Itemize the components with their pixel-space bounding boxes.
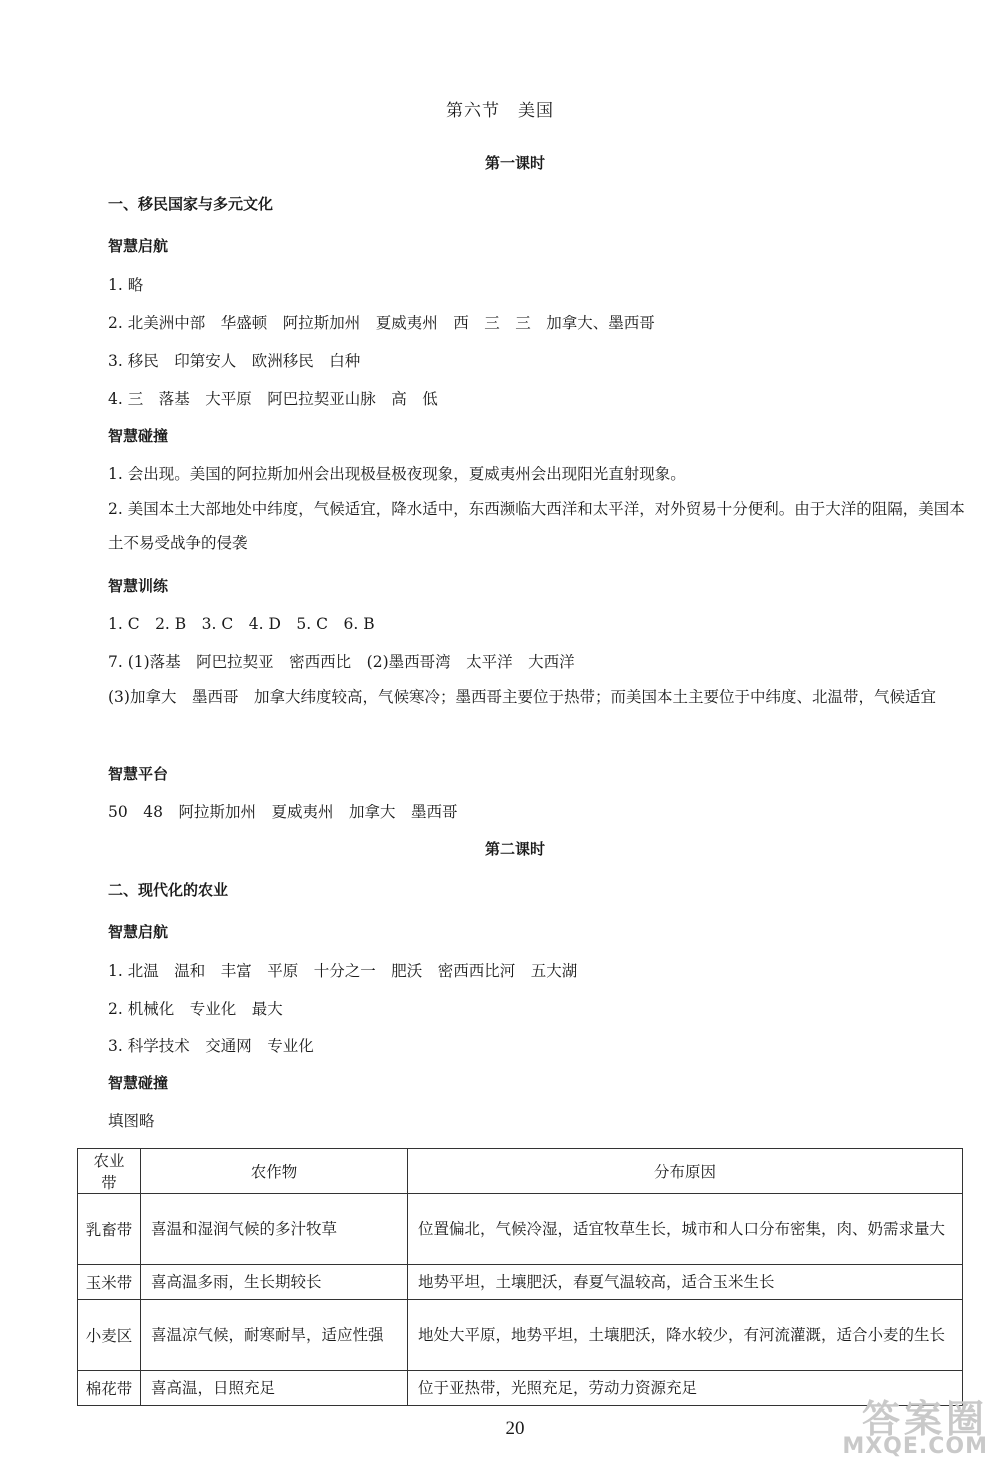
answer-line: 3. 科学技术 交通网 专业化 [108,1037,314,1055]
watermark [818,1386,994,1464]
table-cell: 乳畜带 [78,1194,141,1265]
table-row [78,1265,963,1300]
table-cell: 地处大平原，地势平坦，土壤肥沃，降水较少，有河流灌溉，适合小麦的生长 [408,1300,963,1371]
answer-line: 4. 三 落基 大平原 阿巴拉契亚山脉 高 低 [108,390,438,408]
agriculture-belt-table [77,1148,963,1406]
table-cell: 小麦区 [78,1300,141,1371]
answer-line: 1. 会出现。美国的阿拉斯加州会出现极昼极夜现象，夏威夷州会出现阳光直射现象。 [108,465,686,483]
answer-line: 填图略 [108,1112,155,1130]
subheading-platform: 智慧平台 [108,765,169,783]
lesson-heading-2: 第二课时 [484,840,545,858]
section-heading-2: 二、现代化的农业 [108,881,229,899]
table-cell: 棉花带 [78,1371,141,1406]
answer-line: 3. 移民 印第安人 欧洲移民 白种 [108,352,361,370]
table-cell: 喜高温，日照充足 [141,1371,408,1406]
table-cell: 位置偏北，气候冷湿，适宜牧草生长，城市和人口分布密集，肉、奶需求量大 [408,1194,963,1265]
table-header: 分布原因 [408,1149,963,1194]
page-number: 20 [505,1418,525,1439]
subheading-launch-2: 智慧启航 [108,923,169,941]
subheading-launch-1: 智慧启航 [108,237,169,255]
lesson-heading-1: 第一课时 [484,154,545,172]
subheading-collision-1: 智慧碰撞 [108,427,169,445]
answer-line: 1. C 2. B 3. C 4. D 5. C 6. B [108,615,375,633]
table-cell: 喜高温多雨，生长期较长 [141,1265,408,1300]
table-header-row [78,1149,963,1194]
table-header: 农作物 [141,1149,408,1194]
table-header: 农业带 [78,1149,141,1194]
answer-line: 7. (1)落基 阿巴拉契亚 密西西比 (2)墨西哥湾 太平洋 大西洋 [108,653,575,671]
table-cell: 位于亚热带，光照充足，劳动力资源充足 [408,1371,963,1406]
answer-line: 1. 略 [108,276,144,294]
answer-line: 2. 北美洲中部 华盛顿 阿拉斯加州 夏威夷州 西 三 三 加拿大、墨西哥 [108,314,655,332]
table-cell: 喜温和湿润气候的多汁牧草 [141,1194,408,1265]
answer-line: 50 48 阿拉斯加州 夏威夷州 加拿大 墨西哥 [108,803,458,821]
watermark-logo-text: 答案圈 [861,1397,988,1441]
table-cell: 地势平坦，土壤肥沃，春夏气温较高，适合玉米生长 [408,1265,963,1300]
subheading-collision-2: 智慧碰撞 [108,1074,169,1092]
answer-line: 2. 机械化 专业化 最大 [108,1000,283,1018]
table-cell: 玉米带 [78,1265,141,1300]
table-row [78,1194,963,1265]
answer-line: 1. 北温 温和 丰富 平原 十分之一 肥沃 密西西比河 五大湖 [108,962,578,980]
table-row [78,1300,963,1371]
watermark-url: MXQE.COM [842,1434,988,1459]
table-cell: 喜温凉气候，耐寒耐旱，适应性强 [141,1300,408,1371]
answer-paragraph: 2. 美国本土大部地处中纬度，气候适宜，降水适中，东西濒临大西洋和太平洋，对外贸易十分便利。由于大洋的阻隔，美国本土不易受战争的侵袭 [108,500,965,552]
subheading-training: 智慧训练 [108,577,169,595]
answer-paragraph: (3)加拿大 墨西哥 加拿大纬度较高，气候寒冷；墨西哥主要位于热带；而美国本土主要位于中纬度、北温带，气候适宜 [108,688,936,706]
section-heading-1: 一、移民国家与多元文化 [108,195,274,213]
page-title: 第六节 美国 [446,101,554,121]
